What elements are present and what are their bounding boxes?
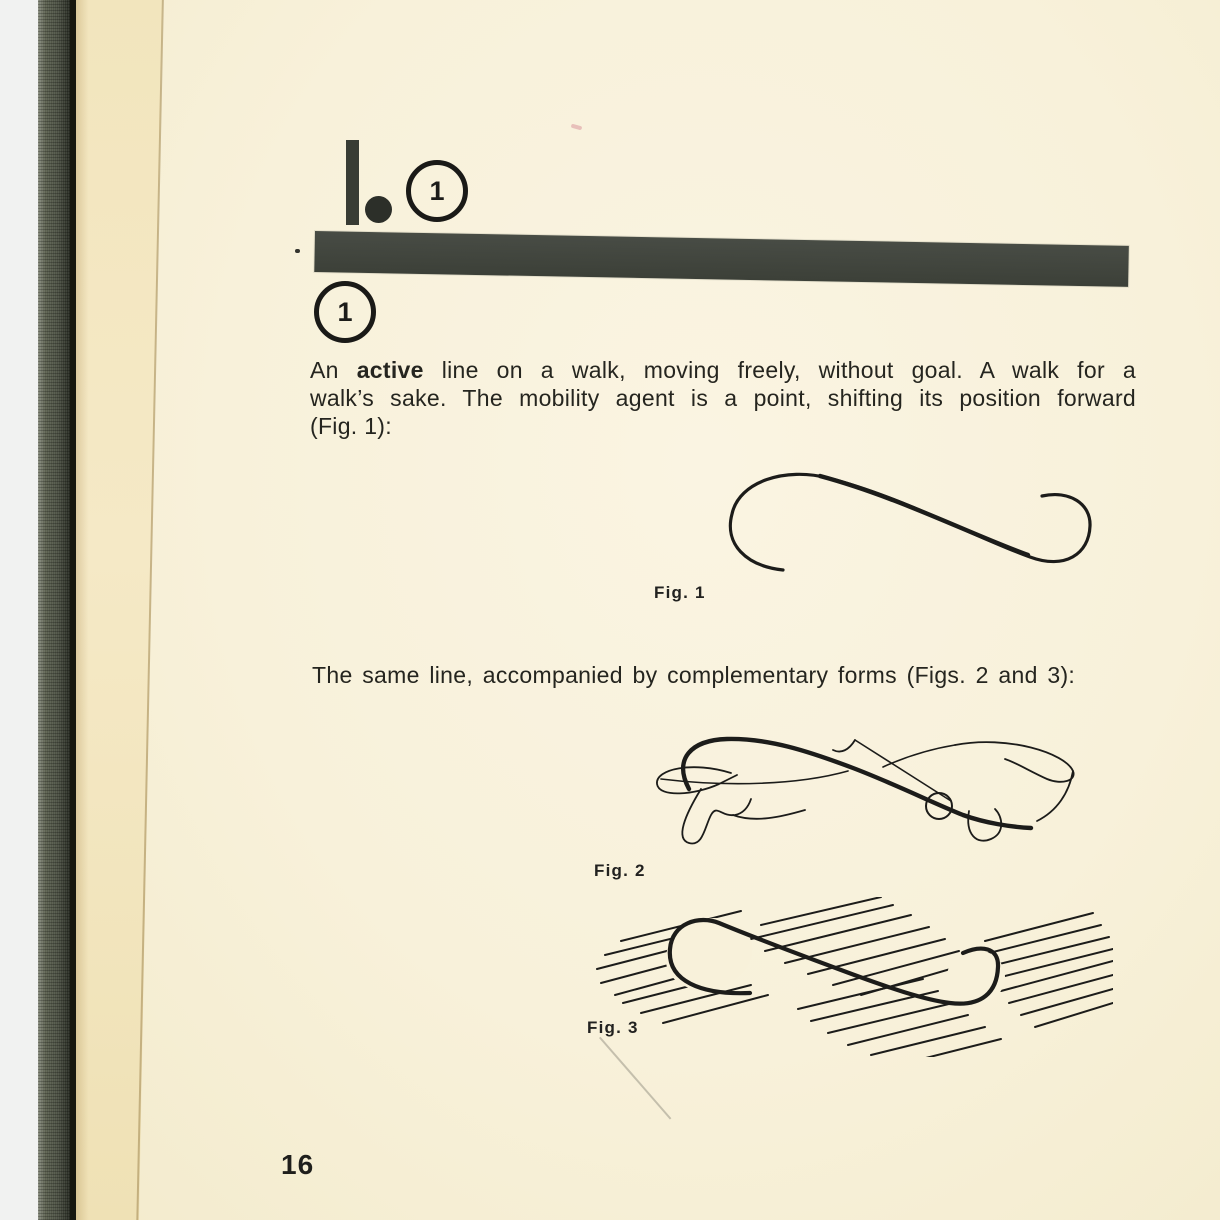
fig1-label: Fig. 1 [654, 583, 706, 602]
paragraph-1-line-1 [310, 356, 1136, 384]
book-spine [38, 0, 72, 1220]
point-dot [365, 196, 392, 223]
p1-line1-pre: An [310, 357, 339, 383]
p1-line1-rest: line on a walk, moving freely, without goal. A walk for a [441, 357, 1136, 383]
ink-speck [295, 249, 300, 253]
paragraph-2: The same line, accompanied by complementary forms (Figs. 2 and 3): [312, 662, 1076, 688]
fig2-label: Fig. 2 [594, 861, 646, 880]
vertical-bar-mark [346, 140, 359, 225]
paragraph-1 [310, 356, 1136, 440]
fig3-hatched-forms-drawing [593, 897, 1113, 1057]
circle-marker-top [406, 160, 468, 222]
paragraph-1-line-2: walk’s sake. The mobility agent is a point, shifting its position forward [310, 385, 1136, 411]
circle-marker-bottom-number: 1 [337, 297, 353, 327]
circle-marker-top-number: 1 [429, 176, 445, 206]
fig1-active-line-drawing [698, 460, 1098, 585]
circle-marker-bottom [314, 281, 376, 343]
fig3-label: Fig. 3 [587, 1018, 639, 1037]
p1-line1-bold-word: active [356, 357, 424, 383]
fig2-complementary-forms-drawing [633, 727, 1093, 862]
page-number: 16 [281, 1149, 315, 1180]
paragraph-1-line-3: (Fig. 1): [310, 413, 392, 439]
